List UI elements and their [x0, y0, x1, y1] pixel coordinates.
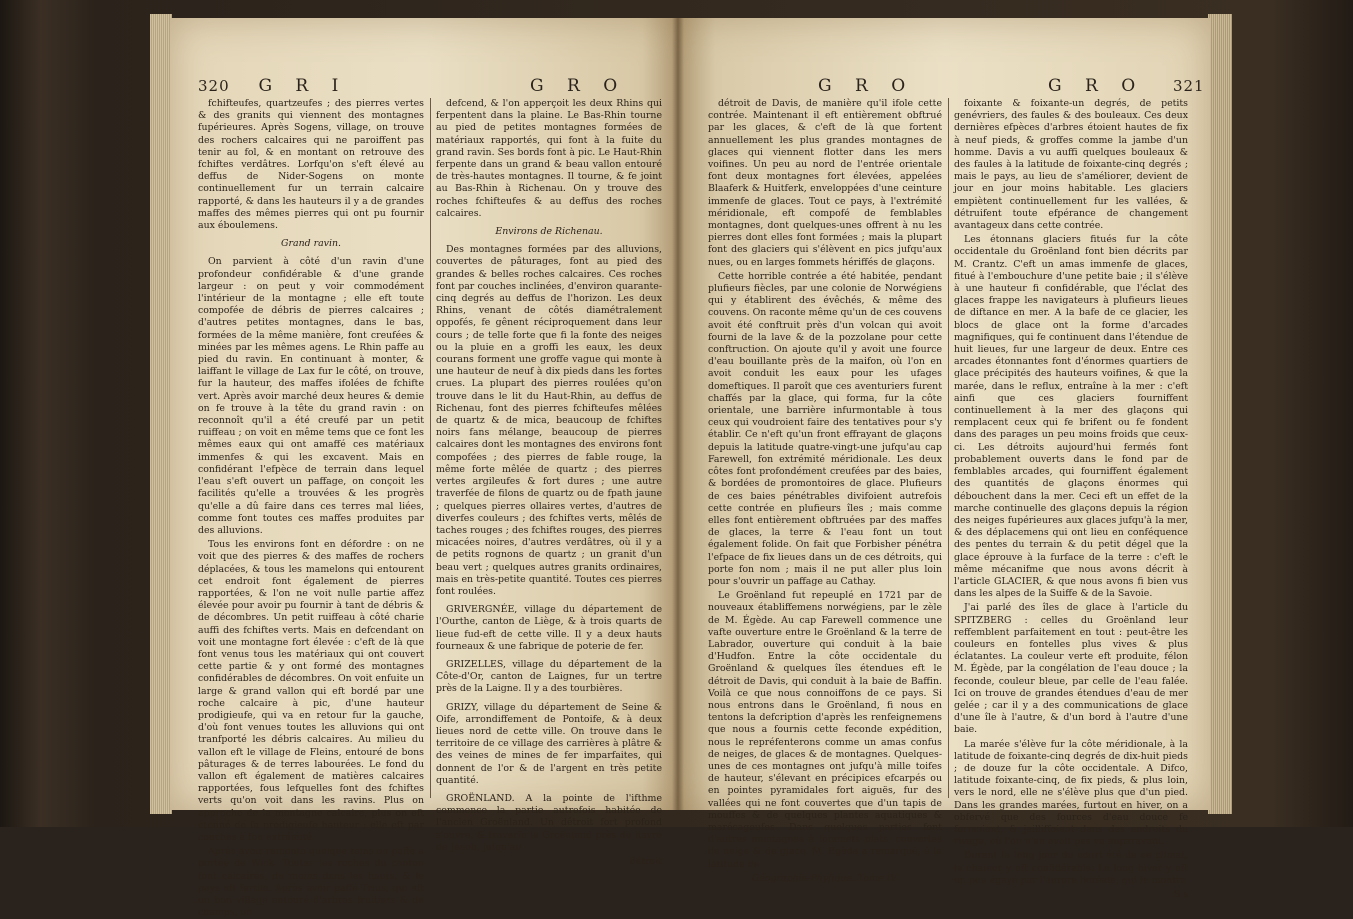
left-page-header-left [198, 76, 347, 96]
paragraph: J'ai parlé des îles de glace à l'article du SPITZBERG : celles du Groënland leur reffemblent parfaitement en tout : peut-être les couleurs en fontelles plus vives & plus éclatantes. La couleur verte eft produite, félon M. Égède, par la congélation de l'eau douce ; la feconde, couleur bleue, par celle de l'eau falée. Ici on trouve de grandes étendues d'eau de mer gelée ; car il y a des communications de glace d'une île à l'autre, & d'un bord à l'autre d'une baie. [954, 602, 1188, 736]
dictionary-entry: GROËNLAND. A la pointe de l'ifthme commence la partie autrefois habitée de l'ancien Groënland. Un détroit fort profond s'ouvre, & traverfe le Groënland près du havre de Jacob, jufqu'au [436, 792, 662, 853]
right-running-head: G R O [1048, 76, 1145, 96]
left-page-column-2 [436, 98, 662, 867]
section-heading: Grand ravin. [281, 238, 341, 250]
paragraph: Cette horrible contrée a été habitée, pendant plufieurs fiècles, par une colonie de Norwégiens qui y établirent des évêchés, & même des couvens. On raconte même qu'un de ces couvens avoit été conftruit près d'un volcan qui avoit fourni de la lave & de la pozzolane pour cette conftruction. On ajoute qu'il y avoit une fource d'eau bouillante près de la maifon, où l'on en avoit conduit les eaux pour les ufages domeftiques. Il paroît que ces aventuriers furent chaffés par la glace, qui forma, fur la côte orientale, une barrière infurmontable à tous ceux qui voudroient faire des tentatives pour s'y établir. Ce n'eft qu'un front effrayant de glaçons depuis la latitude quatre-vingt-une jufqu'au cap Farewell, fon extrémité méridionale. Les deux côtes font profondément creufées par des baies, & bordées de promontoires de glace. Plufieurs de ces baies pénétrables divifoient autrefois cette contrée en plufieurs îles ; mais comme elles font entièrement obftruées par des maffes de glaces, la terre & l'eau font un tout également folide. On fait que Forbisher pénétra l'efpace de fix lieues dans un de ces détroits, qui porte fon nom ; mais il ne put aller plus loin pour s'ouvrir un paffage au Cathay. [708, 270, 942, 587]
paragraph: Durant le long jour du court été de ce climat, la chaleur y eft confidérable. Le long hiver y eft un peu égayé par l'aurore boréale, qui fe montre [954, 850, 1188, 886]
dictionary-entry: GRIZELLES, village du département de la Côte-d'Or, canton de Laignes, fur un tertre près de la Laigne. Il y a des tourbières. [436, 658, 662, 695]
paragraph: defcend, & l'on apperçoit les deux Rhins qui ferpentent dans la plaine. Le Bas-Rhin tourne au pied de petites montagnes formées de matériaux rapportés, qui font à la fuite du grand ravin. Ses bords font à pic. Le Haut-Rhin ferpente dans un grand & beau vallon entouré de très-hautes montagnes. Il tourne, & fe joint au Bas-Rhin à Richenau. On y trouve des roches fchifteufes & au deffus des roches calcaires. [436, 98, 662, 219]
right-page [678, 18, 1210, 900]
page-footer: Géographie-Phyfique. Tome IV. [751, 872, 899, 884]
right-page-header-left: G R O [818, 76, 915, 96]
right-page-header-right [1048, 76, 1205, 96]
paragraph: détroit de Davis, de manière qu'il ifole cette contrée. Maintenant il eft entièrement obftrué par les glaces, & c'eft de là que fortent annuellement les plus grandes montagnes de glaces qui viennent flotter dans les mers voifines. Un peu au nord de l'entrée orientale font deux montagnes fort élevées, appelées Blaaferk & Huitferk, enveloppées d'une ceinture immenfe de glaces. Tout ce pays, à l'extrémité méridionale, eft compofé de femblables montagnes, dont quelques-unes offrent à nu les pierres dont elles font formées ; mais la plupart font des glaciers qui s'élèvent en pics jufqu'aux nues, ou en larges fommets hériffés de glaçons. [708, 98, 942, 268]
paragraph: fchifteufes, quartzeufes ; des pierres vertes & des granits qui viennent des montagnes fupérieures. Après Sogens, village, on trouve des rochers calcaires qui ne paroiffent pas tenir au fol, & en montant on retrouve des fchiftes verdâtres. Lorfqu'on s'eft élevé au deffus de Nider-Sogens on monte continuellement fur un terrain calcaire rapporté, & dans les hauteurs il y a de grandes maffes des mêmes pierres qui ont pu fournir aux éboulemens. [198, 98, 424, 232]
paragraph: Le Groënland fut repeuplé en 1721 par de nouveaux établiffemens norwégiens, par le zèle de M. Égède. Au cap Farewell commence une vafte ouverture entre le Groënland & la terre de Labrador, ouverture qui conduit à la baie d'Hudfon. Entre la côte occidentale du Groënland & quelques îles étendues eft le détroit de Davis, qui conduit à la baie de Baffin. Voilà ce que nous connoiffons de ce pays. Si nous entrons dans le Groënland, fi nous en tentons la defcription d'après les renfeignemens que nous a fournis cette feconde expédition, nous le repréfenterons comme un amas confus de neiges, de glaces & de montagnes. Quelques-unes de ces montagnes ont jufqu'à mille toifes de hauteur, s'élevant en précipices efcarpés ou en pointes pyramidales fort aiguës, fur des vallées qui ne font couvertes que d'un tapis de mouffes & de quelques plantes aquatiques & marécageufes. Dans quelques parties font d'autres montagnes à fommets plats, couvertes de neige & de glace. M. Égède a remarqué, à la latitude de [708, 590, 942, 870]
book-gutter [672, 18, 684, 810]
right-page-number: 321 [1172, 77, 1205, 95]
left-page-number: 320 [198, 77, 230, 95]
paragraph: foixante & foixante-un degrés, de petits genévriers, des faules & des bouleaux. Ces deux dernières efpèces d'arbres étoient hautes de fix à neuf pieds, & groffes comme la jambe d'un homme. Davis a vu auffi quelques bouleaux & des faules à la latitude de foixante-cinq degrés ; mais le pays, au lieu de s'améliorer, devient de jour en jour moins habitable. Les glaciers empiètent continuellement fur les vallées, & détruifent toute efpérance de changement avantageux dans cette contrée. [954, 98, 1188, 232]
paragraph: Tous les environs font en défordre : on ne voit que des pierres & des maffes de rochers déplacées, & tous les mamelons qui entourent cet endroit font également de pierres rapportées, & l'on ne voit nulle partie affez élevée pour avoir pu fournir à tant de débris & de décombres. Un petit ruiffeau à côté charie auffi des fchiftes verts. Mais en defcendant on voit une montagne fort élevée : c'eft de là que font venus tous les matériaux qui ont couvert cette partie & y ont formé des montagnes confidérables de décombres. On voit enfuite un large & grand vallon qui eft bordé par une roche calcaire à pic, d'une hauteur prodigieufe, qui va en retour fur la gauche, d'où font venues toutes les alluvions qui ont tranfporté les débris calcaires. Au milieu du vallon eft le village de Fleins, entouré de bons pâturages & de terres labourées. Le fond du vallon eft également de matières calcaires rapportées, fous lefquelles font des fchiftes verts qu'on voit dans les ravins. Plus on approche de la montagne calcaire, plus on eft étonné de fa prodigieufe hauteur ; elle eft par couches à fon extrémité. [198, 539, 424, 843]
paragraph: Après avoir remonté quelque tems on paffe à portée de Wick. Toutes les roches du canton font calcaires, du moins dans les hauts, & le pays eft fertile. Après avoir paffé Trius, qui eft un bon village entouré d'arbres fruitiers & de champs, on [198, 846, 424, 919]
left-page-header-right: G R O [530, 76, 627, 96]
page-edges-right [1208, 14, 1232, 814]
catchword: S s [1173, 889, 1188, 900]
catchword: détroit [629, 855, 662, 867]
right-page-column-2 [954, 98, 1188, 900]
paragraph: On parvient à côté d'un ravin d'une profondeur confidérable & d'une grande largeur : on peut y voir commodément l'intérieur de la montagne ; elle eft toute compofée de débris de pierres calcaires ; d'autres petites montagnes, dans le bas, formées de la même manière, font creufées & minées par les mêmes agens. Le Rhin paffe au pied du ravin. En continuant à monter, & laiffant le village de Lax fur le côté, on trouve, fur la hauteur, des maffes ifolées de fchifte vert. Après avoir marché deux heures & demie on fe trouve à la tête du grand ravin : on reconnoît qu'il a été creufé par un petit ruiffeau ; on voit en même tems que ce font les mêmes eaux qui ont amaffé ces matériaux immenfes & qui les excavent. Mais en confidérant l'efpèce de terrain dans lequel l'eau s'eft ouvert un paffage, on conçoit les facilités qu'elle a trouvées & les progrès qu'elle a dû faire dans ces terres mal liées, comme font toutes ces maffes produites par des alluvions. [198, 256, 424, 536]
paragraph: Les étonnans glaciers fitués fur la côte occidentale du Groënland font bien décrits par M. Crantz. C'eft un amas immenfe de glaces, fitué à l'embouchure d'une petite baie ; il s'élève à une hauteur fi confidérable, que l'éclat des glaces frappe les navigateurs à plufieurs lieues de diftance en mer. A la bafe de ce glacier, les blocs de glace ont la forme d'arcades magnifiques, qui fe continuent dans l'étendue de huit lieues, fur une largeur de deux. Entre ces arcades étonnantes font d'énormes quartiers de glace précipités des hauteurs voifines, & que la marée, dans le reflux, entraîne à la mer : c'eft ainfi que ces glaciers fourniffent continuellement à la mer des glaçons qui remplacent ceux qui fe brifent ou fe fondent dans des parages un peu moins froids que ceux-ci. Les détroits aujourd'hui fermés font probablement ouverts dans le fond par de femblables arcades, qui fourniffent également des quantités de glaçons énormes qui débouchent dans la mer. Ceci eft un effet de la marche continuelle des glaçons depuis la région des neiges fupérieures aux glaces jufqu'à la mer, & des déplacemens qui ont lieu en conféquence des pentes du terrain & du petit dégel que la glace éprouve à la furface de la terre : c'eft le même mécanifme que nous avons décrit à l'article GLACIER, & que nous avons fi bien vus dans les alpes de la Suiffe & de la Savoie. [954, 234, 1188, 600]
paragraph: La marée s'élève fur la côte méridionale, à la latitude de foixante-cinq degrés de dix-huit pieds ; de douze fur la côte occidentale. A Difco, latitude foixante-cinq, de fix pieds, & plus loin, vers le nord, elle ne s'élève plus que d'un pied. Dans les grandes marées, furtout en hiver, on a obfervé que des fources d'eau douce fe formoient, & jailliffoient dans des endroits du rivage, où l'on n'en avoit pas vu auparavant. [954, 738, 1188, 848]
paragraph: Des montagnes formées par des alluvions, couvertes de pâturages, font au pied des grandes & belles roches calcaires. Ces roches font par couches inclinées, d'environ quarante-cinq degrés au deffus de l'horizon. Les deux Rhins, venant de côtés diamétralement oppofés, fe gênent réciproquement dans leur cours ; de telle forte que fi la fonte des neiges ou la pluie en a groffi les eaux, les deux courans forment une groffe vague qui monte à une hauteur de neuf à dix pieds dans les fortes crues. La plupart des pierres roulées qu'on trouve dans le lit du Haut-Rhin, au deffus de Richenau, font des pierres fchifteufes mêlées de quartz & de mica, beaucoup de fchiftes noirs fans mélange, beaucoup de pierres calcaires dont les montagnes des environs font compofées ; des pierres de fable rouge, la même forte mêlée de quartz ; des pierres vertes argileufes & fort dures ; une autre traverfée de filons de quartz ou de fpath jaune ; quelques pierres ollaires vertes, d'autres de diverfes couleurs ; des fchiftes verts, mêlés de taches rouges ; des fchiftes rouges, des pierres micacées noires, d'autres verdâtres, où il y a de petits rognons de quartz ; un granit d'un beau vert ; quelques autres granits ordinaires, mais en très-petite quantité. Toutes ces pierres font roulées. [436, 244, 662, 597]
column-rule [948, 98, 949, 798]
right-page-column-1 [708, 98, 942, 884]
left-page-column-1 [198, 98, 424, 919]
column-rule [430, 98, 431, 798]
dictionary-entry: GRIZY, village du département de Seine & Oife, arrondiffement de Pontoife, & à deux lieues nord de cette ville. On trouve dans le territoire de ce village des carrières à plâtre & des veines de mines de fer imparfaites, qui donnent de l'or & de l'argent en très petite quantité. [436, 701, 662, 786]
left-running-head: G R I [258, 76, 348, 96]
dictionary-entry: GRIVERGNÉE, village du département de l'Ourthe, canton de Liège, & à trois quarts de lieue fud-eft de cette ville. Il y a deux hauts fourneaux & une fabrique de poterie de fer. [436, 604, 662, 652]
page-edges-left [150, 14, 172, 814]
left-page [170, 18, 678, 919]
section-heading: Environs de Richenau. [495, 226, 603, 238]
